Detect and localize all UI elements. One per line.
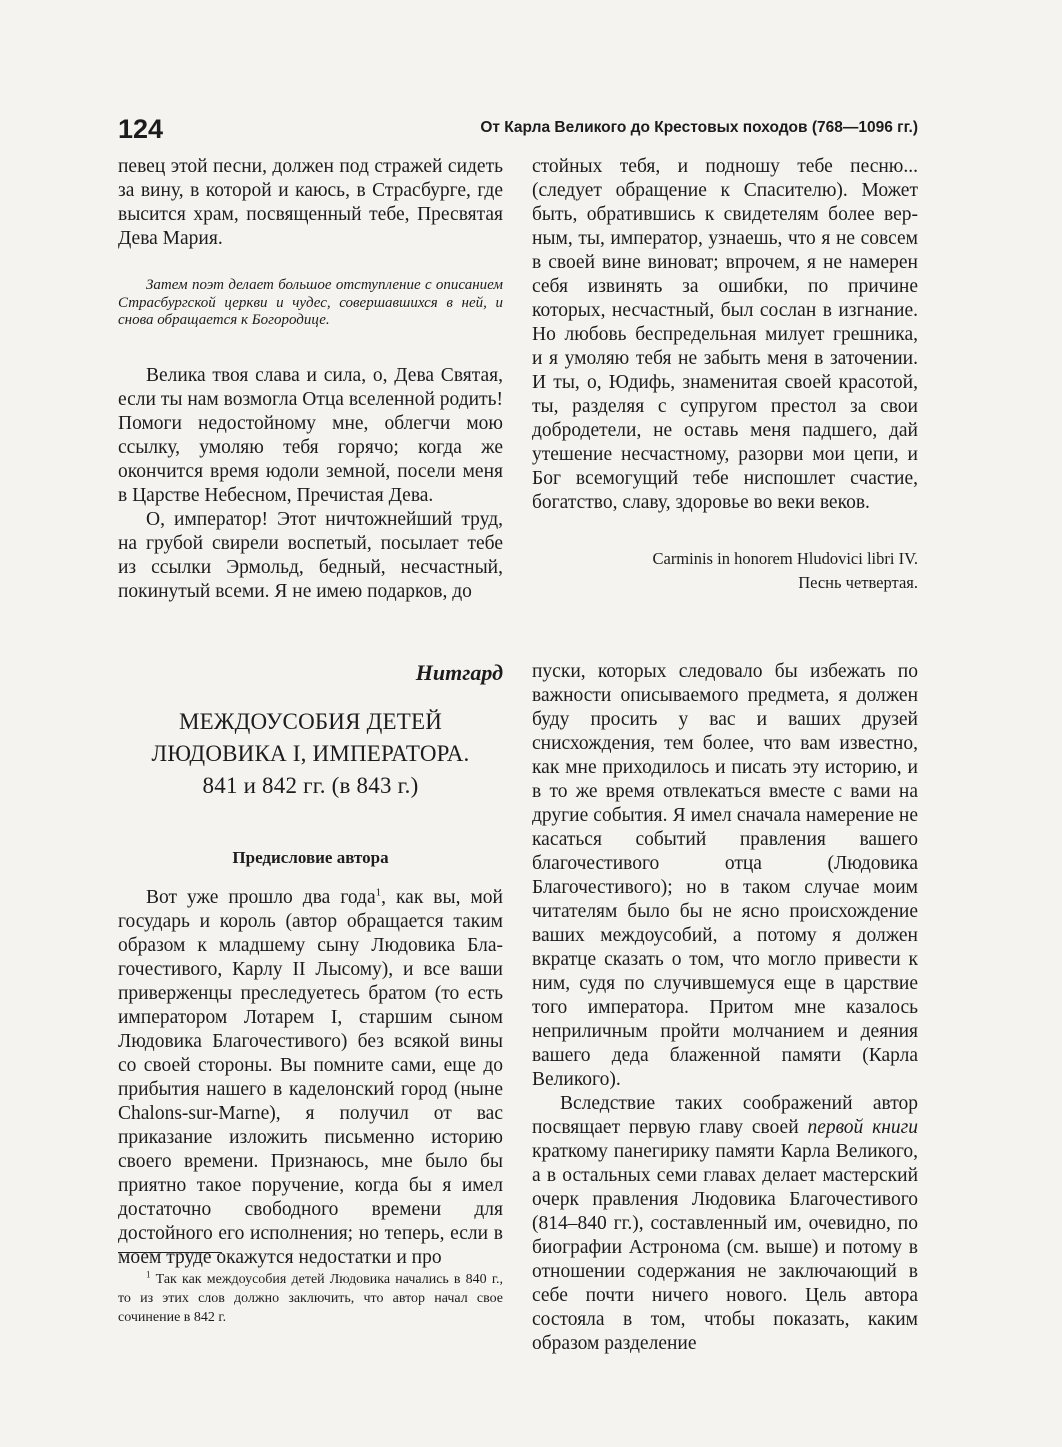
footnote-text: Так как междоусобия детей Людовика начались в 840 г., то из этих слов должно заключить, что автор начал свое сочинение в 842 г. [118, 1272, 503, 1325]
source-russian: Песнь четвертая. [798, 573, 918, 592]
lower-right-paragraph-1: пуски, которых следовало бы избежать по важности описываемого предмета, я должен буду просить у вас и ваших друзей снисхождения, тем более, что вам известно, как мне приходилось и писать эту историю, и в то же время отвлекаться вместе с вами на другие события. Я имел сначала намерение не касаться событий правления вашего благочестивого отца (Людовика Благочестивого); но в таком случае моим читателям было бы не ясно происхождение ваших междоусобий, а потому я должен вкратце сказать о том, что могло привести к ним, судя по случившемуся еще в царствие того императора. Притом мне казалось неприличным пройти молчанием и деяния вашего деда блаженной памяти (Карла Великого). [532, 661, 918, 1090]
upper-left-paragraph-1: певец этой песни, должен под стражей сидеть за вину, в которой и каюсь, в Страсбурге, где высится храм, посвященный тебе, Пресвятая Дева Мария. [118, 156, 503, 249]
lower-right-paragraph-2-start: Вследствие таких соображений автор посвящает первую главу своей [532, 1093, 918, 1138]
preface-paragraph [118, 886, 503, 1270]
upper-right-paragraph-1: стойных тебя, и подношу тебе песню... (следует обращение к Спасителю). Может быть, обратившись к свидетелям более верным, ты, император, узнаешь, что я не совсем в своей вине виноват; впрочем, я не намерен себя извинять за ошибки, по причине которых, несчастный, был сослан в изгнание. Но любовь беспредельная милует грешника, и я умоляю тебя не забыть меня в заточении. И ты, о, Юдифь, знаменитая своей красотой, ты, разделяя с супругом престол за свои добродетели, не оставь меня падшего, дай утешение несчастному, разорви мои цепи, и Бог всемогущий тебе ниспошлет счастие, богатство, славу, здоровье во веки веков. [532, 156, 918, 513]
lower-left-column [118, 660, 503, 1270]
upper-left-paragraph-2: Велика твоя слава и сила, о, Дева Святая, если ты нам возмогла Отца вселенной родить! Помоги недостойному мне, облегчи мою ссылку, умоляю тебя горячо; когда же окончится время юдоли земной, посели меня в Царстве Небесном, Пречистая Дева. [118, 364, 503, 506]
lower-right-paragraph-2 [532, 1092, 918, 1356]
footnote [118, 1270, 503, 1327]
running-title: От Карла Великого до Крестовых походов (768—1096 гг.) [480, 119, 918, 136]
footnote-marker: 1 [146, 1269, 151, 1280]
source-latin: Carminis in honorem Hludovici libri IV. [652, 549, 918, 568]
lower-right-column [532, 660, 918, 1356]
preface-heading: Предисловие автора [232, 848, 389, 867]
source-citation [532, 547, 918, 595]
editorial-italic-note: Затем поэт делает большое отступление с описанием Страсбургской церкви и чудес, совершавшихся в ней, и снова обращается к Богородице. [118, 277, 503, 328]
work-title [118, 706, 503, 802]
work-title-line-2: ЛЮДОВИКА I, ИМПЕРАТОРА. [151, 741, 470, 766]
work-title-line-1: МЕЖДОУСОБИЯ ДЕТЕЙ [178, 709, 443, 734]
footnote-reference[interactable]: 1 [375, 886, 382, 899]
author-name: Нитгард [415, 660, 503, 685]
page-header [118, 114, 918, 146]
lower-right-paragraph-2-end: краткому панегирику памяти Карла Великого, а в остальных семи главах делает мастерский очерк правления Людовика Благочестивого (814–840 гг.), составленный им, очевидно, по биографии Астронома (см. выше) и потому в отношении содержания не заключающий в себе почти ничего нового. Цель автора состояла в том, чтобы показать, каким образом разделение [532, 1141, 918, 1354]
upper-left-paragraph-3: О, император! Этот ничтожнейший труд, на грубой свирели воспетый, посылает тебе из ссылки Эрмольд, бедный, несчастный, покинутый всеми. Я не имею подарков, до [118, 508, 503, 602]
preface-text-rest: , как вы, мой государь и король (автор обращается таким образом к младшему сыну Людовика Благочестивого, Карлу II Лысому), и все ваши приверженцы преследуетесь братом (то есть императором Лотарем I, старшим сыном Людовика Благочестивого) без всякой вины со своей стороны. Вы помните сами, еще до прибытия нашего в каделонский город (ныне Chalons-sur-Marne), я получил от вас приказание изложить письменно историю своего времени. Признаюсь, мне было бы приятно такое поручение, когда бы я имел достаточно свободного времени для достойного его исполнения; но теперь, если в моем труде окажутся недостатки и про [118, 887, 503, 1268]
work-title-line-3: 841 и 842 гг. (в 843 г.) [202, 773, 419, 798]
page-number: 124 [118, 114, 164, 144]
lower-right-paragraph-2-italic: первой книги [807, 1117, 918, 1138]
upper-right-column [532, 155, 918, 595]
preface-text-start: Вот уже прошло два года [146, 887, 376, 908]
footnote-divider [118, 1252, 222, 1253]
upper-left-column [118, 155, 503, 604]
